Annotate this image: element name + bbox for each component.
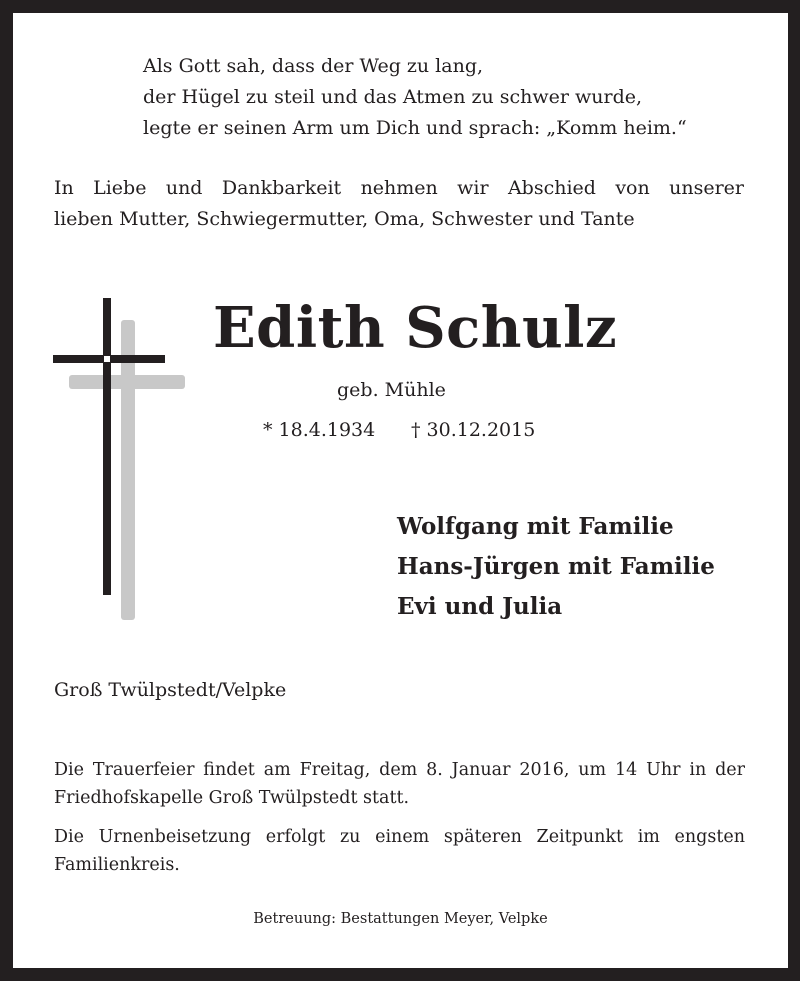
funeral-notice — [54, 756, 745, 812]
poem-line: der Hügel zu steil und das Atmen zu schwer wurde, — [143, 86, 643, 108]
place: Groß Twülpstedt/Velpke — [54, 679, 287, 701]
birth-name: geb. Mühle — [337, 379, 446, 401]
poem-line: Als Gott sah, dass der Weg zu lang, — [143, 55, 484, 77]
intro-text — [54, 173, 744, 235]
poem — [143, 51, 687, 144]
cross-shadow-vertical — [121, 320, 135, 620]
cross-vertical-beam — [103, 298, 111, 595]
urn-notice — [54, 823, 745, 879]
death-date: † 30.12.2015 — [411, 419, 536, 441]
urn-notice-line: Die Urnenbeisetzung erfolgt zu einem späteren Zeitpunkt im engsten — [54, 827, 745, 847]
cross-shadow-horizontal — [69, 375, 185, 389]
funeral-notice-line: Die Trauerfeier findet am Freitag, dem 8. Januar 2016, um 14 Uhr in der — [54, 760, 745, 780]
mourner: Wolfgang mit Familie — [397, 513, 674, 540]
intro-line: lieben Mutter, Schwiegermutter, Oma, Schwester und Tante — [54, 208, 635, 230]
mourner: Evi und Julia — [397, 593, 563, 620]
cross-center-highlight — [104, 356, 110, 362]
obituary-card — [13, 13, 788, 968]
birth-date: * 18.4.1934 — [263, 419, 376, 441]
intro-line: In Liebe und Dankbarkeit nehmen wir Abschied von unserer — [54, 177, 744, 199]
mourners-list — [397, 507, 715, 627]
mourner: Hans-Jürgen mit Familie — [397, 553, 715, 580]
deceased-name: Edith Schulz — [213, 295, 618, 361]
funeral-notice-line: Friedhofskapelle Groß Twülpstedt statt. — [54, 788, 410, 808]
urn-notice-line: Familienkreis. — [54, 855, 180, 875]
poem-line: legte er seinen Arm um Dich und sprach: „Komm heim.“ — [143, 117, 687, 139]
latin-cross-icon — [51, 298, 191, 628]
undertaker-credit: Betreuung: Bestattungen Meyer, Velpke — [253, 911, 548, 927]
